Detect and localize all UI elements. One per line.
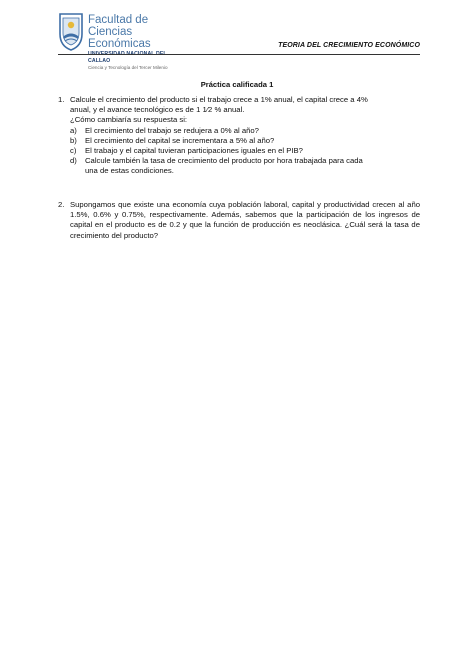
subquestion-c-label: c) (70, 146, 77, 156)
logo-university-name: UNIVERSIDAD NACIONAL DEL CALLAO (88, 51, 167, 64)
question-1-line-3: ¿Cómo cambiaría su respuesta si: (70, 115, 188, 125)
subquestion-b-label: b) (70, 135, 77, 145)
document-title: Práctica calificada 1 (200, 80, 274, 89)
subquestion-a (70, 126, 420, 136)
course-title: TEORIA DEL CRECIMIENTO ECONÓMICO (278, 42, 420, 49)
subquestion-d-label: d) (70, 156, 77, 166)
subquestion-b (70, 136, 420, 146)
subquestion-d-text: Calcule también la tasa de crecimiento del producto por hora trabajada para cada (85, 156, 363, 166)
header-divider (58, 54, 420, 55)
question-1-number: 1. (58, 95, 65, 104)
logo-motto: Ciencia y Tecnología del Tercer Milenio (88, 65, 168, 70)
subquestion-c (70, 146, 420, 156)
faculty-logo (58, 12, 176, 70)
subquestion-d-text-continued: una de estas condiciones. (85, 166, 174, 176)
question-2 (58, 200, 420, 241)
subquestion-b-text: El crecimiento del capital se incrementara a 5% al año? (85, 135, 275, 145)
question-2-text: Supongamos que existe una economía cuya población laboral, capital y productividad crecen al año 1.5%, 0.6% y 0.75%, respectivamente. Además, sabemos que la participación de los ingresos de capital en el producto es de 0.2 y que la función de producción es neoclásica. ¿Cuál será la tasa de crecimiento del producto? (70, 200, 420, 240)
question-2-number: 2. (58, 200, 65, 209)
logo-faculty-line: Facultad de (88, 14, 149, 26)
question-1-line-1: Calcule el crecimiento del producto si el trabajo crece a 1% anual, el capital crece a 4% (70, 95, 368, 104)
subquestion-a-label: a) (70, 125, 77, 135)
subquestion-a-text: El crecimiento del trabajo se redujera a 0% al año? (85, 125, 259, 135)
question-1 (58, 95, 420, 177)
subquestion-c-text: El trabajo y el capital tuvieran participaciones iguales en el PIB? (85, 146, 303, 156)
question-1-line-2: anual, y el avance tecnológico es de 1 1⁄2 % anual. (70, 105, 245, 115)
logo-faculty-name: Ciencias Económicas (88, 26, 151, 50)
subquestion-d (70, 156, 420, 176)
university-emblem-icon (58, 12, 84, 52)
